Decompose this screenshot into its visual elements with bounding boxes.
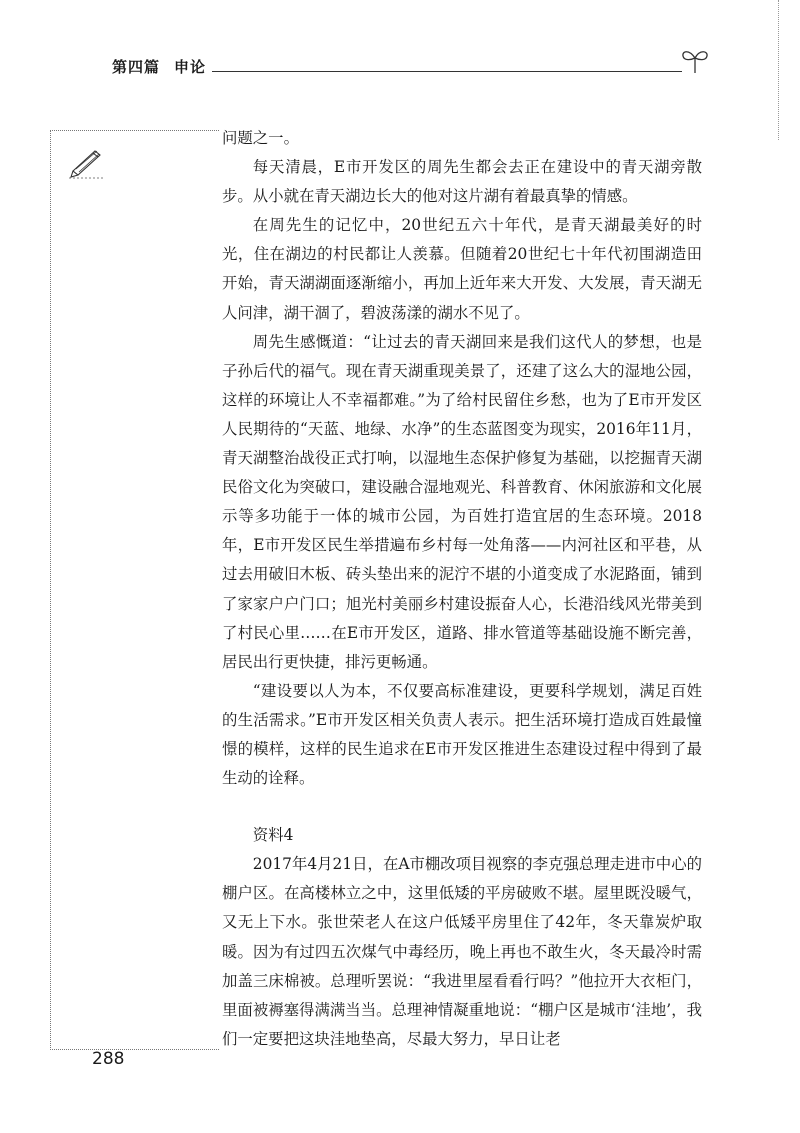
paragraph-continuation: 问题之一。 — [222, 129, 299, 147]
paragraph: “建设要以人为本，不仅要高标准建设，更要科学规划，满足百姓的生活需求。”E市开发区相关负责人表示。把生活环境打造成百姓最憧憬的模样，这样的民生追求在E市开发区推进生态建设过程中得到了最生动的诠释。 — [222, 681, 702, 788]
header-title — [112, 56, 206, 77]
paragraph: 每天清晨，E市开发区的周先生都会去正在建设中的青天湖旁散步。从小就在青天湖边长大的他对这片湖有着最真挚的情感。 — [222, 158, 702, 206]
header-rule — [212, 71, 682, 72]
paragraph: 2017年4月21日，在A市棚改项目视察的李克强总理走进市中心的棚户区。在高楼林立之中，这里低矮的平房破败不堪。屋里既没暖气，又无上下水。张世荣老人在这户低矮平房里住了42年，冬天靠炭炉取暖。因为有过四五次煤气中毒经历，晚上再也不敢生火，冬天最冷时需加盖三床棉被。总理听罢说：“我进里屋看看行吗？”他拉开大衣柜门，里面被褥塞得满满当当。总理神情凝重地说：“棚户区是城市‘洼地’，我们一定要把这块洼地垫高，尽最大努力，早日让老 — [222, 855, 702, 1048]
page-edge-mark — [778, 0, 780, 140]
paragraph: 在周先生的记忆中，20世纪五六十年代，是青天湖最美好的时光，住在湖边的村民都让人羡慕。但随着20世纪七十年代初围湖造田开始，青天湖湖面逐渐缩小，再加上近年来大开发、大发展，青天湖无人问津，湖干涸了，碧波荡漾的湖水不见了。 — [222, 216, 702, 322]
section-title: 资料4 — [252, 826, 294, 845]
pencil-icon — [67, 145, 107, 179]
header-part: 第四篇 — [112, 58, 161, 76]
main-text — [222, 124, 702, 1054]
header-section: 申论 — [174, 58, 207, 76]
page-header — [112, 54, 702, 80]
page-number: 288 — [92, 1049, 125, 1069]
sprout-icon — [680, 46, 710, 74]
notes-margin-box — [50, 130, 219, 1050]
paragraph: 周先生感慨道：“让过去的青天湖回来是我们这代人的梦想，也是子孙后代的福气。现在青天湖重现美景了，还建了这么大的湿地公园，这样的环境让人不幸福都难。”为了给村民留住乡愁，也为了E市开发区人民期待的“天蓝、地绿、水净”的生态蓝图变为现实，2016年11月，青天湖整治战役正式打响，以湿地生态保护修复为基础，以挖掘青天湖民俗文化为突破口，建设融合湿地观光、科普教育、休闲旅游和文化展示等多功能于一体的城市公园，为百姓打造宜居的生态环境。2018年，E市开发区民生举措遍布乡村每一处角落——内河社区和平巷，从过去用破旧木板、砖头垫出来的泥泞不堪的小道变成了水泥路面，铺到了家家户户门口；旭光村美丽乡村建设振奋人心，长港沿线风光带美到了村民心里……在E市开发区，道路、排水管道等基础设施不断完善，居民出行更快捷，排污更畅通。 — [222, 332, 702, 671]
